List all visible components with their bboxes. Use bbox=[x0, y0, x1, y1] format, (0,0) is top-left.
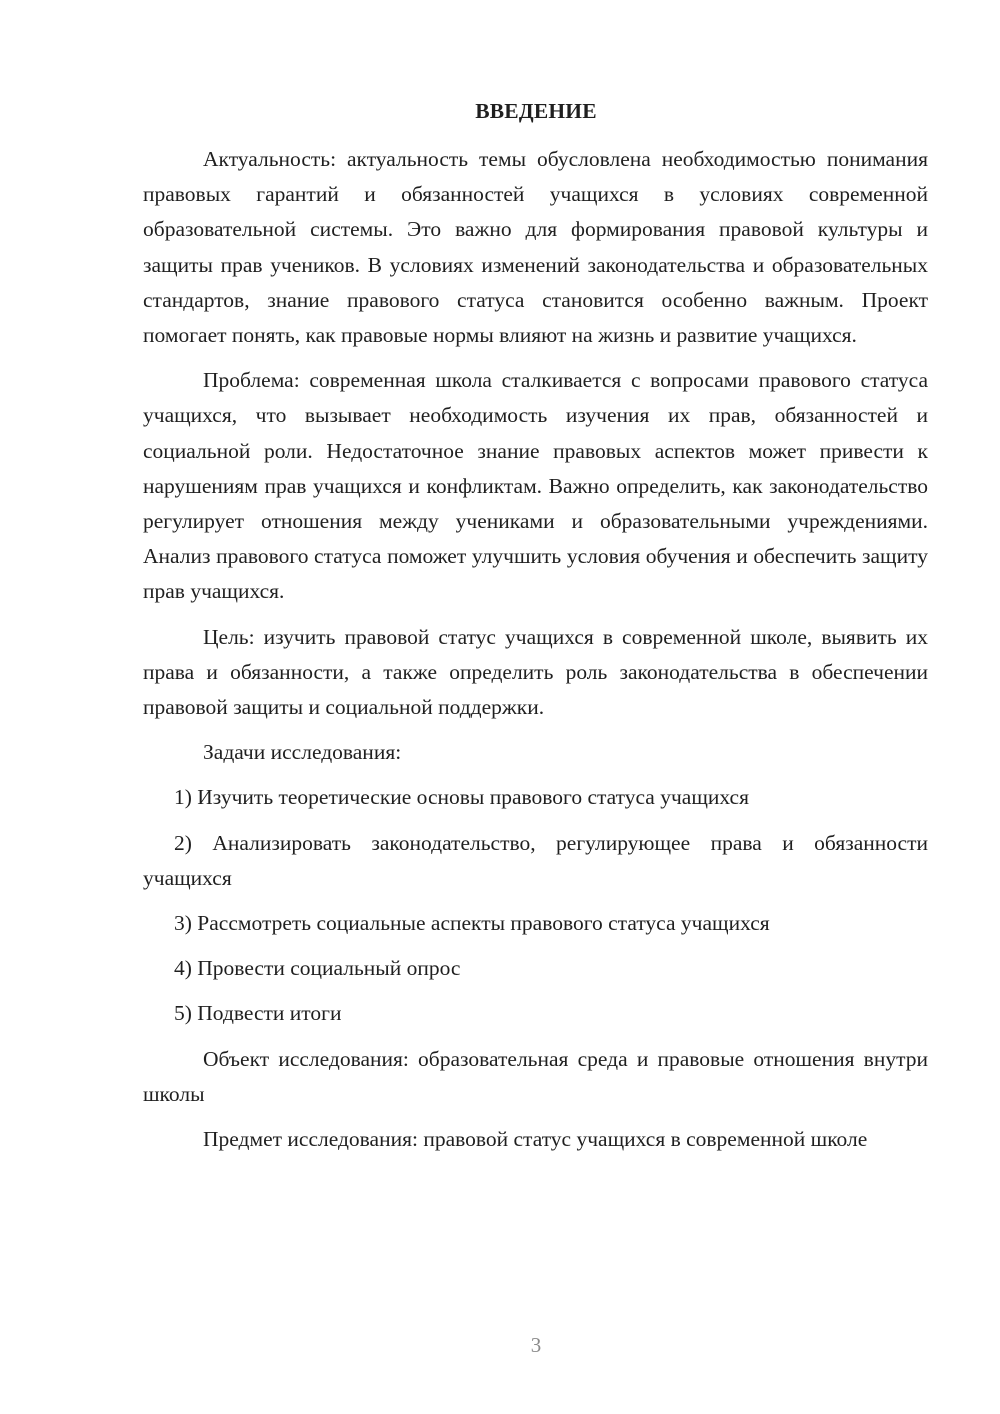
tasks-heading: Задачи исследования: bbox=[203, 740, 402, 765]
task-item: 3) Рассмотреть социальные аспекты правового статуса учащихся bbox=[174, 911, 770, 936]
document-title: ВВЕДЕНИЕ bbox=[475, 99, 597, 123]
document-body bbox=[143, 142, 928, 1167]
relevance-paragraph: Актуальность: актуальность темы обусловлена необходимостью понимания правовых гарантий и обязанностей учащихся в условиях современной образовательной системы. Это важно для формирования правовой культуры и защиты прав учеников. В условиях изменений законодательства и образовательных стандартов, знание правового статуса становится особенно важным. Проект помогает понять, как правовые нормы влияют на жизнь и развитие учащихся. bbox=[143, 147, 928, 348]
page-number: 3 bbox=[530, 1333, 542, 1357]
goal-paragraph: Цель: изучить правовой статус учащихся в современной школе, выявить их права и обязанности, а также определить роль законодательства в обеспечении правовой защиты и социальной поддержки. bbox=[143, 624, 928, 720]
task-item: 4) Провести социальный опрос bbox=[174, 956, 461, 981]
subject-paragraph: Предмет исследования: правовой статус учащихся в современной школе bbox=[203, 1127, 868, 1152]
task-item: 5) Подвести итоги bbox=[174, 1001, 342, 1026]
task-item: 2) Анализировать законодательство, регулирующее права и обязанности учащихся bbox=[143, 830, 928, 890]
object-paragraph: Объект исследования: образовательная среда и правовые отношения внутри школы bbox=[143, 1046, 928, 1106]
task-item: 1) Изучить теоретические основы правового статуса учащихся bbox=[174, 785, 749, 810]
problem-paragraph: Проблема: современная школа сталкивается с вопросами правового статуса учащихся, что вызывает необходимость изучения их прав, обязанностей и социальной роли. Недостаточное знание правовых аспектов может привести к нарушениям прав учащихся и конфликтам. Важно определить, как законодательство регулирует отношения между учениками и образовательными учреждениями. Анализ правового статуса поможет улучшить условия обучения и обеспечить защиту прав учащихся. bbox=[143, 368, 928, 604]
